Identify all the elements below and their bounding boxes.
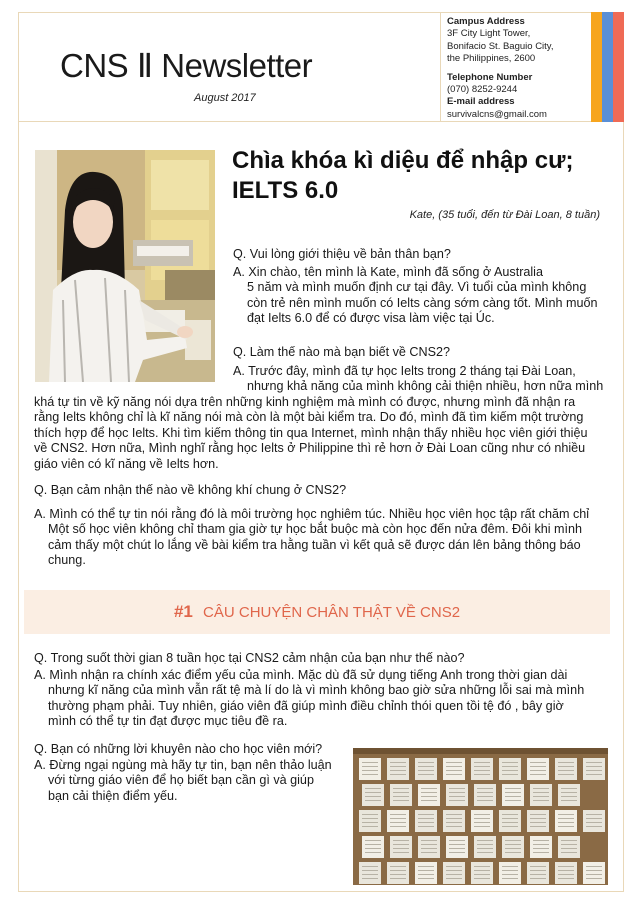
paper-line <box>505 852 521 853</box>
posted-paper <box>558 836 580 858</box>
paper-line <box>561 788 577 789</box>
paper-line <box>449 800 465 801</box>
paper-line <box>362 874 378 875</box>
paper-line <box>390 770 406 771</box>
paper-line <box>586 766 602 767</box>
paper-line <box>421 852 437 853</box>
posted-paper <box>471 862 493 884</box>
paper-line <box>446 774 462 775</box>
paper-line <box>446 866 462 867</box>
paper-line <box>558 870 574 871</box>
paper-line <box>502 770 518 771</box>
paper-line <box>362 774 378 775</box>
telephone-number: (070) 8252-9244 <box>447 84 518 96</box>
posted-paper <box>359 862 381 884</box>
paper-line <box>530 874 546 875</box>
paper-line <box>390 822 406 823</box>
paper-line <box>418 770 434 771</box>
paper-line <box>393 800 409 801</box>
paper-line <box>502 878 518 879</box>
posted-paper <box>499 862 521 884</box>
answer-block: A. Xin chào, tên mình là Kate, mình đã sống ở Australia 5 năm và mình muốn định cư tại đây. Vì tuổi của mình không còn trẻ nên mình muốn có Ielts càng sớm càng tốt. Mình muốn đạt Ielts 6.0 để có được visa làm việc tại Úc. <box>233 265 598 326</box>
paper-line <box>505 840 521 841</box>
paper-line <box>561 800 577 801</box>
answer-block: A. Mình nhận ra chính xác điểm yếu của mình. Mặc dù đã sử dụng tiếng Anh trong thời gian dài nhưng kĩ năng của mình vẫn rất tệ mà lí do là vì mình không bao giờ sửa những lỗi sai mà mình thường phạm phải. Tuy nhiên, giáo viên đã giúp mình điều chỉnh thói quen tồi tệ đó , bây giờ mình có thể tự tin đạt được mục tiêu đề ra. <box>34 668 585 729</box>
paper-line <box>502 866 518 867</box>
paper-line <box>446 878 462 879</box>
campus-address-line: Bonifacio St. Baguio City, <box>447 40 554 52</box>
paper-line <box>390 878 406 879</box>
paper-line <box>362 818 378 819</box>
posted-paper <box>555 862 577 884</box>
paper-line <box>418 870 434 871</box>
paper-line <box>505 792 521 793</box>
posted-paper <box>583 758 605 780</box>
contact-block <box>447 16 607 121</box>
paper-line <box>421 844 437 845</box>
paper-line <box>502 774 518 775</box>
paper-line <box>362 822 378 823</box>
campus-address-line: the Philippines, 2600 <box>447 53 536 65</box>
posted-paper <box>471 758 493 780</box>
paper-line <box>421 800 437 801</box>
paper-line <box>421 848 437 849</box>
paper-line <box>390 826 406 827</box>
posted-paper <box>446 836 468 858</box>
paper-line <box>446 826 462 827</box>
paper-line <box>505 844 521 845</box>
paper-line <box>474 822 490 823</box>
paper-line <box>586 818 602 819</box>
paper-line <box>393 852 409 853</box>
paper-line <box>530 770 546 771</box>
paper-line <box>365 796 381 797</box>
paper-line <box>502 762 518 763</box>
paper-line <box>421 840 437 841</box>
paper-line <box>365 840 381 841</box>
question-text: Q. Làm thế nào mà bạn biết về CNS2? <box>233 345 451 359</box>
paper-line <box>446 822 462 823</box>
paper-line <box>558 826 574 827</box>
paper-line <box>446 770 462 771</box>
paper-line <box>421 796 437 797</box>
paper-line <box>558 766 574 767</box>
paper-line <box>477 848 493 849</box>
paper-line <box>561 796 577 797</box>
paper-line <box>477 796 493 797</box>
paper-line <box>530 822 546 823</box>
paper-line <box>474 818 490 819</box>
paper-line <box>449 796 465 797</box>
paper-line <box>530 818 546 819</box>
student-photo-image <box>35 150 215 382</box>
article-byline: Kate, (35 tuổi, đến từ Đài Loan, 8 tuần) <box>409 209 600 221</box>
paper-line <box>530 762 546 763</box>
posted-paper <box>446 784 468 806</box>
paper-line <box>418 878 434 879</box>
paper-line <box>530 866 546 867</box>
paper-line <box>449 840 465 841</box>
paper-line <box>586 878 602 879</box>
paper-line <box>561 844 577 845</box>
paper-line <box>505 848 521 849</box>
paper-line <box>365 788 381 789</box>
paper-line <box>418 826 434 827</box>
paper-line <box>558 762 574 763</box>
paper-line <box>502 826 518 827</box>
paper-line <box>390 774 406 775</box>
paper-line <box>474 774 490 775</box>
question-text: Q. Trong suốt thời gian 8 tuần học tại CNS2 cảm nhận của bạn như thế nào? <box>34 651 465 665</box>
posted-paper <box>443 862 465 884</box>
posted-paper <box>415 862 437 884</box>
paper-line <box>362 878 378 879</box>
paper-line <box>477 792 493 793</box>
posted-paper <box>387 862 409 884</box>
paper-line <box>365 848 381 849</box>
question-text: Q. Bạn có những lời khuyên nào cho học viên mới? <box>34 742 323 756</box>
paper-line <box>365 792 381 793</box>
paper-line <box>362 826 378 827</box>
paper-line <box>449 844 465 845</box>
paper-line <box>477 800 493 801</box>
paper-line <box>393 844 409 845</box>
paper-line <box>393 792 409 793</box>
posted-paper <box>390 784 412 806</box>
paper-line <box>477 852 493 853</box>
paper-line <box>505 796 521 797</box>
paper-line <box>393 840 409 841</box>
paper-line <box>446 814 462 815</box>
paper-line <box>390 814 406 815</box>
posted-paper <box>418 836 440 858</box>
posted-paper <box>474 784 496 806</box>
posted-paper <box>527 758 549 780</box>
paper-line <box>533 852 549 853</box>
stripe-blue <box>602 12 613 122</box>
paper-line <box>558 774 574 775</box>
newsletter-title: CNS Ⅱ Newsletter <box>60 47 313 84</box>
paper-line <box>533 844 549 845</box>
paper-line <box>586 826 602 827</box>
posted-paper <box>583 862 605 884</box>
section-number: #1 <box>173 602 193 621</box>
paper-line <box>446 874 462 875</box>
paper-line <box>449 852 465 853</box>
paper-line <box>502 766 518 767</box>
paper-line <box>561 852 577 853</box>
paper-line <box>474 866 490 867</box>
paper-line <box>362 770 378 771</box>
paper-line <box>558 866 574 867</box>
paper-line <box>446 766 462 767</box>
posted-paper <box>359 758 381 780</box>
paper-line <box>446 762 462 763</box>
paper-line <box>390 870 406 871</box>
paper-line <box>418 822 434 823</box>
paper-line <box>533 800 549 801</box>
paper-line <box>365 800 381 801</box>
paper-line <box>390 766 406 767</box>
section-title: CÂU CHUYỆN CHÂN THẬT VỀ CNS2 <box>203 604 461 621</box>
paper-line <box>586 870 602 871</box>
posted-paper <box>502 836 524 858</box>
paper-line <box>474 870 490 871</box>
paper-line <box>418 874 434 875</box>
paper-line <box>530 878 546 879</box>
posted-paper <box>362 836 384 858</box>
paper-line <box>418 774 434 775</box>
paper-line <box>558 770 574 771</box>
paper-line <box>449 792 465 793</box>
paper-line <box>586 822 602 823</box>
paper-line <box>362 870 378 871</box>
paper-line <box>418 766 434 767</box>
email-address[interactable]: survivalcns@gmail.com <box>447 108 547 120</box>
paper-line <box>586 762 602 763</box>
paper-line <box>418 762 434 763</box>
paper-line <box>421 792 437 793</box>
paper-line <box>558 818 574 819</box>
paper-line <box>390 818 406 819</box>
notice-board-photo <box>353 748 608 885</box>
paper-line <box>418 814 434 815</box>
paper-line <box>502 870 518 871</box>
paper-line <box>502 818 518 819</box>
posted-paper <box>558 784 580 806</box>
paper-line <box>561 848 577 849</box>
paper-line <box>530 766 546 767</box>
paper-line <box>421 788 437 789</box>
answer-block: A. Đừng ngại ngùng mà hãy tự tin, bạn nên thảo luận với từng giáo viên để họ biết bạn cần gì và giúp bạn cải thiện điểm yếu. <box>34 758 332 803</box>
paper-line <box>502 814 518 815</box>
paper-line <box>586 814 602 815</box>
header-divider <box>440 12 441 122</box>
posted-paper <box>359 810 381 832</box>
posted-paper <box>418 784 440 806</box>
paper-line <box>365 844 381 845</box>
paper-line <box>362 762 378 763</box>
posted-paper <box>527 862 549 884</box>
paper-line <box>558 874 574 875</box>
question-text: Q. Bạn cảm nhận thế nào về không khí chung ở CNS2? <box>34 483 347 497</box>
answer-block: A. Mình có thể tự tin nói rằng đó là môi trường học nghiêm túc. Nhiều học viên học tập rất chăm chỉ Một số học viên không chỉ tham gia giờ tự học bắt buộc mà còn học đến nửa đêm. Đôi khi mình cảm thấy một chút lo lắng về bài kiểm tra hằng tuần vì kết quả sẽ được dán lên bảng thông báo chung. <box>34 507 590 568</box>
paper-line <box>533 848 549 849</box>
paper-line <box>477 840 493 841</box>
paper-line <box>362 766 378 767</box>
posted-paper <box>362 784 384 806</box>
paper-line <box>390 866 406 867</box>
posted-paper <box>390 836 412 858</box>
paper-line <box>586 774 602 775</box>
paper-line <box>418 818 434 819</box>
paper-line <box>561 792 577 793</box>
posted-paper <box>443 758 465 780</box>
paper-line <box>533 788 549 789</box>
posted-paper <box>555 758 577 780</box>
posted-paper <box>499 810 521 832</box>
article-headline: Chìa khóa kì diệu để nhập cư; IELTS 6.0 <box>232 147 574 204</box>
newsletter-header <box>18 12 624 122</box>
paper-line <box>502 822 518 823</box>
paper-line <box>533 840 549 841</box>
posted-paper <box>499 758 521 780</box>
paper-line <box>393 796 409 797</box>
posted-paper <box>555 810 577 832</box>
paper-line <box>530 814 546 815</box>
answer-block-continued: khá tự tin về kỹ năng nói dựa trên những kinh nghiệm mà mình có được, nhưng mình đã nhận ra rằng Ielts không chỉ là kĩ năng nói mà còn là một bài kiểm tra. Do đó, mình đã tìm kiếm một trường thích hợp để học Ielts. Khi tìm kiếm thông tin qua Internet, mình nhận thấy nhiều học viên giới thiệu về CNS2. Hơn nữa, Mình nghĩ rằng học Ielts ở Philippine thì rẻ hơn ở Đài Loan cũng như có nhiều giáo viên có kĩ năng về Ielts hơn. <box>34 395 588 471</box>
question-text: Q. Vui lòng giới thiệu về bản thân bạn? <box>233 247 451 261</box>
paper-line <box>477 844 493 845</box>
posted-paper <box>443 810 465 832</box>
color-stripes <box>591 12 624 122</box>
posted-paper <box>474 836 496 858</box>
paper-line <box>474 874 490 875</box>
paper-line <box>505 800 521 801</box>
campus-address-label: Campus Address <box>447 16 525 27</box>
paper-line <box>446 870 462 871</box>
paper-line <box>558 878 574 879</box>
paper-line <box>390 874 406 875</box>
email-label: E-mail address <box>447 96 515 108</box>
paper-line <box>393 788 409 789</box>
posted-paper <box>387 758 409 780</box>
paper-line <box>505 788 521 789</box>
telephone-label: Telephone Number <box>447 71 533 83</box>
paper-line <box>561 840 577 841</box>
issue-date: August 2017 <box>194 92 256 104</box>
paper-line <box>558 822 574 823</box>
paper-line <box>533 796 549 797</box>
posted-paper <box>387 810 409 832</box>
notice-board-image <box>353 748 608 885</box>
posted-paper <box>583 810 605 832</box>
answer-block: A. Trước đây, mình đã tự học Ielts trong 2 tháng tại Đài Loan, nhưng khả năng của mình không cải thiện nhiều, hơn nữa mình <box>233 364 604 394</box>
paper-line <box>530 774 546 775</box>
paper-line <box>362 866 378 867</box>
stripe-coral <box>613 12 624 122</box>
paper-line <box>474 762 490 763</box>
paper-line <box>530 826 546 827</box>
paper-line <box>365 852 381 853</box>
paper-line <box>449 848 465 849</box>
paper-line <box>418 866 434 867</box>
paper-line <box>474 814 490 815</box>
paper-line <box>474 826 490 827</box>
paper-line <box>586 770 602 771</box>
paper-line <box>474 770 490 771</box>
paper-line <box>390 762 406 763</box>
paper-line <box>477 788 493 789</box>
paper-line <box>530 870 546 871</box>
paper-line <box>362 814 378 815</box>
paper-line <box>558 814 574 815</box>
paper-line <box>474 878 490 879</box>
posted-paper <box>415 758 437 780</box>
posted-paper <box>502 784 524 806</box>
paper-line <box>393 848 409 849</box>
posted-paper <box>471 810 493 832</box>
section-banner <box>24 590 610 634</box>
paper-line <box>502 874 518 875</box>
paper-line <box>446 818 462 819</box>
student-photo <box>35 150 215 382</box>
campus-address-line: 3F City Light Tower, <box>447 28 531 40</box>
posted-paper <box>530 836 552 858</box>
paper-line <box>586 866 602 867</box>
paper-line <box>449 788 465 789</box>
stripe-orange <box>591 12 602 122</box>
paper-line <box>474 766 490 767</box>
posted-paper <box>530 784 552 806</box>
posted-paper <box>415 810 437 832</box>
paper-line <box>586 874 602 875</box>
paper-line <box>533 792 549 793</box>
posted-paper <box>527 810 549 832</box>
